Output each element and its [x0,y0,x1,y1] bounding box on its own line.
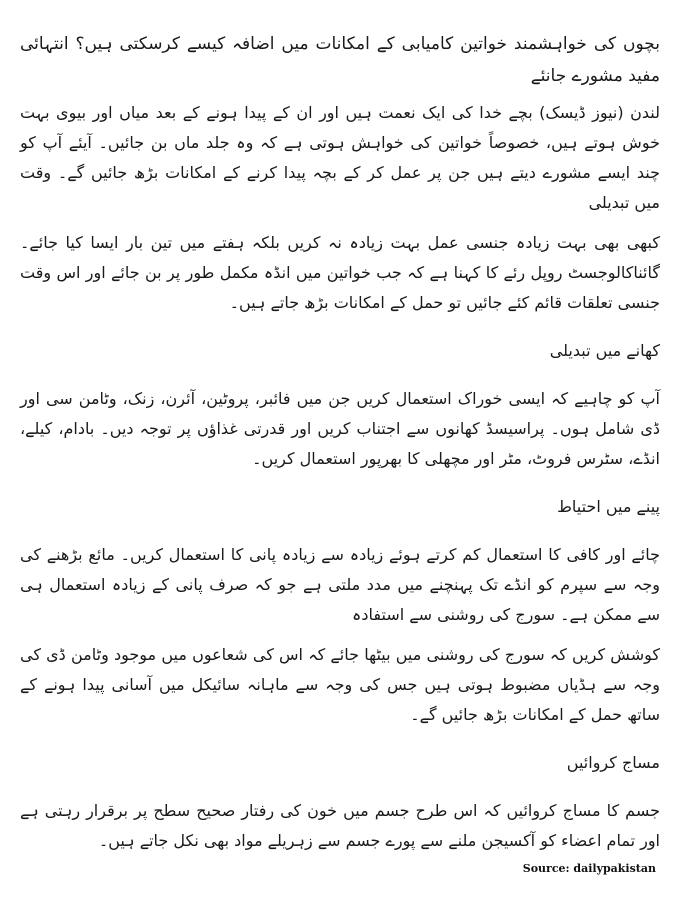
source-credit: Source: dailypakistan [522,862,656,875]
article-body [20,28,660,866]
paragraph-massage: جسم کا مساج کروائیں کہ اس طرح جسم میں خون کی رفتار صحیح سطح پر برقرار رہتی ہے اور تمام اعضاء کو آکسیجن ملنے سے پورے جسم سے زہریلے مواد بھی نکل جاتے ہیں۔ [20,801,660,850]
heading-massage: مساج کروائیں [566,753,660,772]
paragraph-timing: کبھی بھی بہت زیادہ جنسی عمل بہت زیادہ نہ کریں بلکہ ہفتے میں تین بار ایسا کیا جائے۔ گائناکالوجسٹ روپل رئے کا کہنا ہے کہ جب خواتین میں انڈہ مکمل طور پر بن جائے اور اس وقت جنسی تعلقات قائم کئے جائیں تو حمل کے امکانات بڑھ جاتے ہیں۔ [20,233,660,312]
paragraph-intro: لندن (نیوز ڈیسک) بچے خدا کی ایک نعمت ہیں اور ان کے پیدا ہونے کے بعد میاں اور بیوی بہت خوش ہوتے ہیں، خصوصاً خواتین کی خواہش ہوتی ہے کہ وہ جلد ماں بن جائیں۔ آیئے آپ کو چند ایسے مشورے دیتے ہیں جن پر عمل کر کے بچہ پیدا کرنے کے امکانات بڑھ جائیں گے۔ وقت میں تبدیلی [20,103,660,212]
paragraph-diet: آپ کو چاہیے کہ ایسی خوراک استعمال کریں جن میں فائبر، پروٹین، آئرن، زنک، وٹامن سی اور ڈی شامل ہوں۔ پراسیسڈ کھانوں سے اجتناب کریں اور قدرتی غذاؤں پر توجہ دیں۔ بادام، کیلے، انڈے، سٹرس فروٹ، مٹر اور مچھلی کا بھرپور استعمال کریں۔ [20,389,660,468]
heading-drinks: پینے میں احتیاط [557,497,660,516]
heading-diet: کھانے میں تبدیلی [549,341,660,360]
paragraph-sun: کوشش کریں کہ سورج کی روشنی میں بیٹھا جائے کہ اس کی شعاعوں میں موجود وٹامن ڈی کی وجہ سے ہڈیاں مضبوط ہوتی ہیں جس کی وجہ سے ماہانہ سائیکل میں آسانی پیدا ہونے کے ساتھ حمل کے امکانات بڑھ جائیں گے۔ [20,645,660,724]
article-title: بچوں کی خواہشمند خواتین کامیابی کے امکانات میں اضافہ کیسے کرسکتی ہیں؟ انتہائی مفید مشورے جانئے [20,34,660,86]
paragraph-drinks: چائے اور کافی کا استعمال کم کرتے ہوئے زیادہ سے زیادہ پانی کا استعمال کریں۔ مائع بڑھنے کی وجہ سے سپرم کو انڈے تک پہنچنے میں مدد ملتی ہے جو کہ صرف پانی کے زیادہ استعمال ہی سے ممکن ہے۔ سورج کی روشنی سے استفادہ [20,545,660,624]
